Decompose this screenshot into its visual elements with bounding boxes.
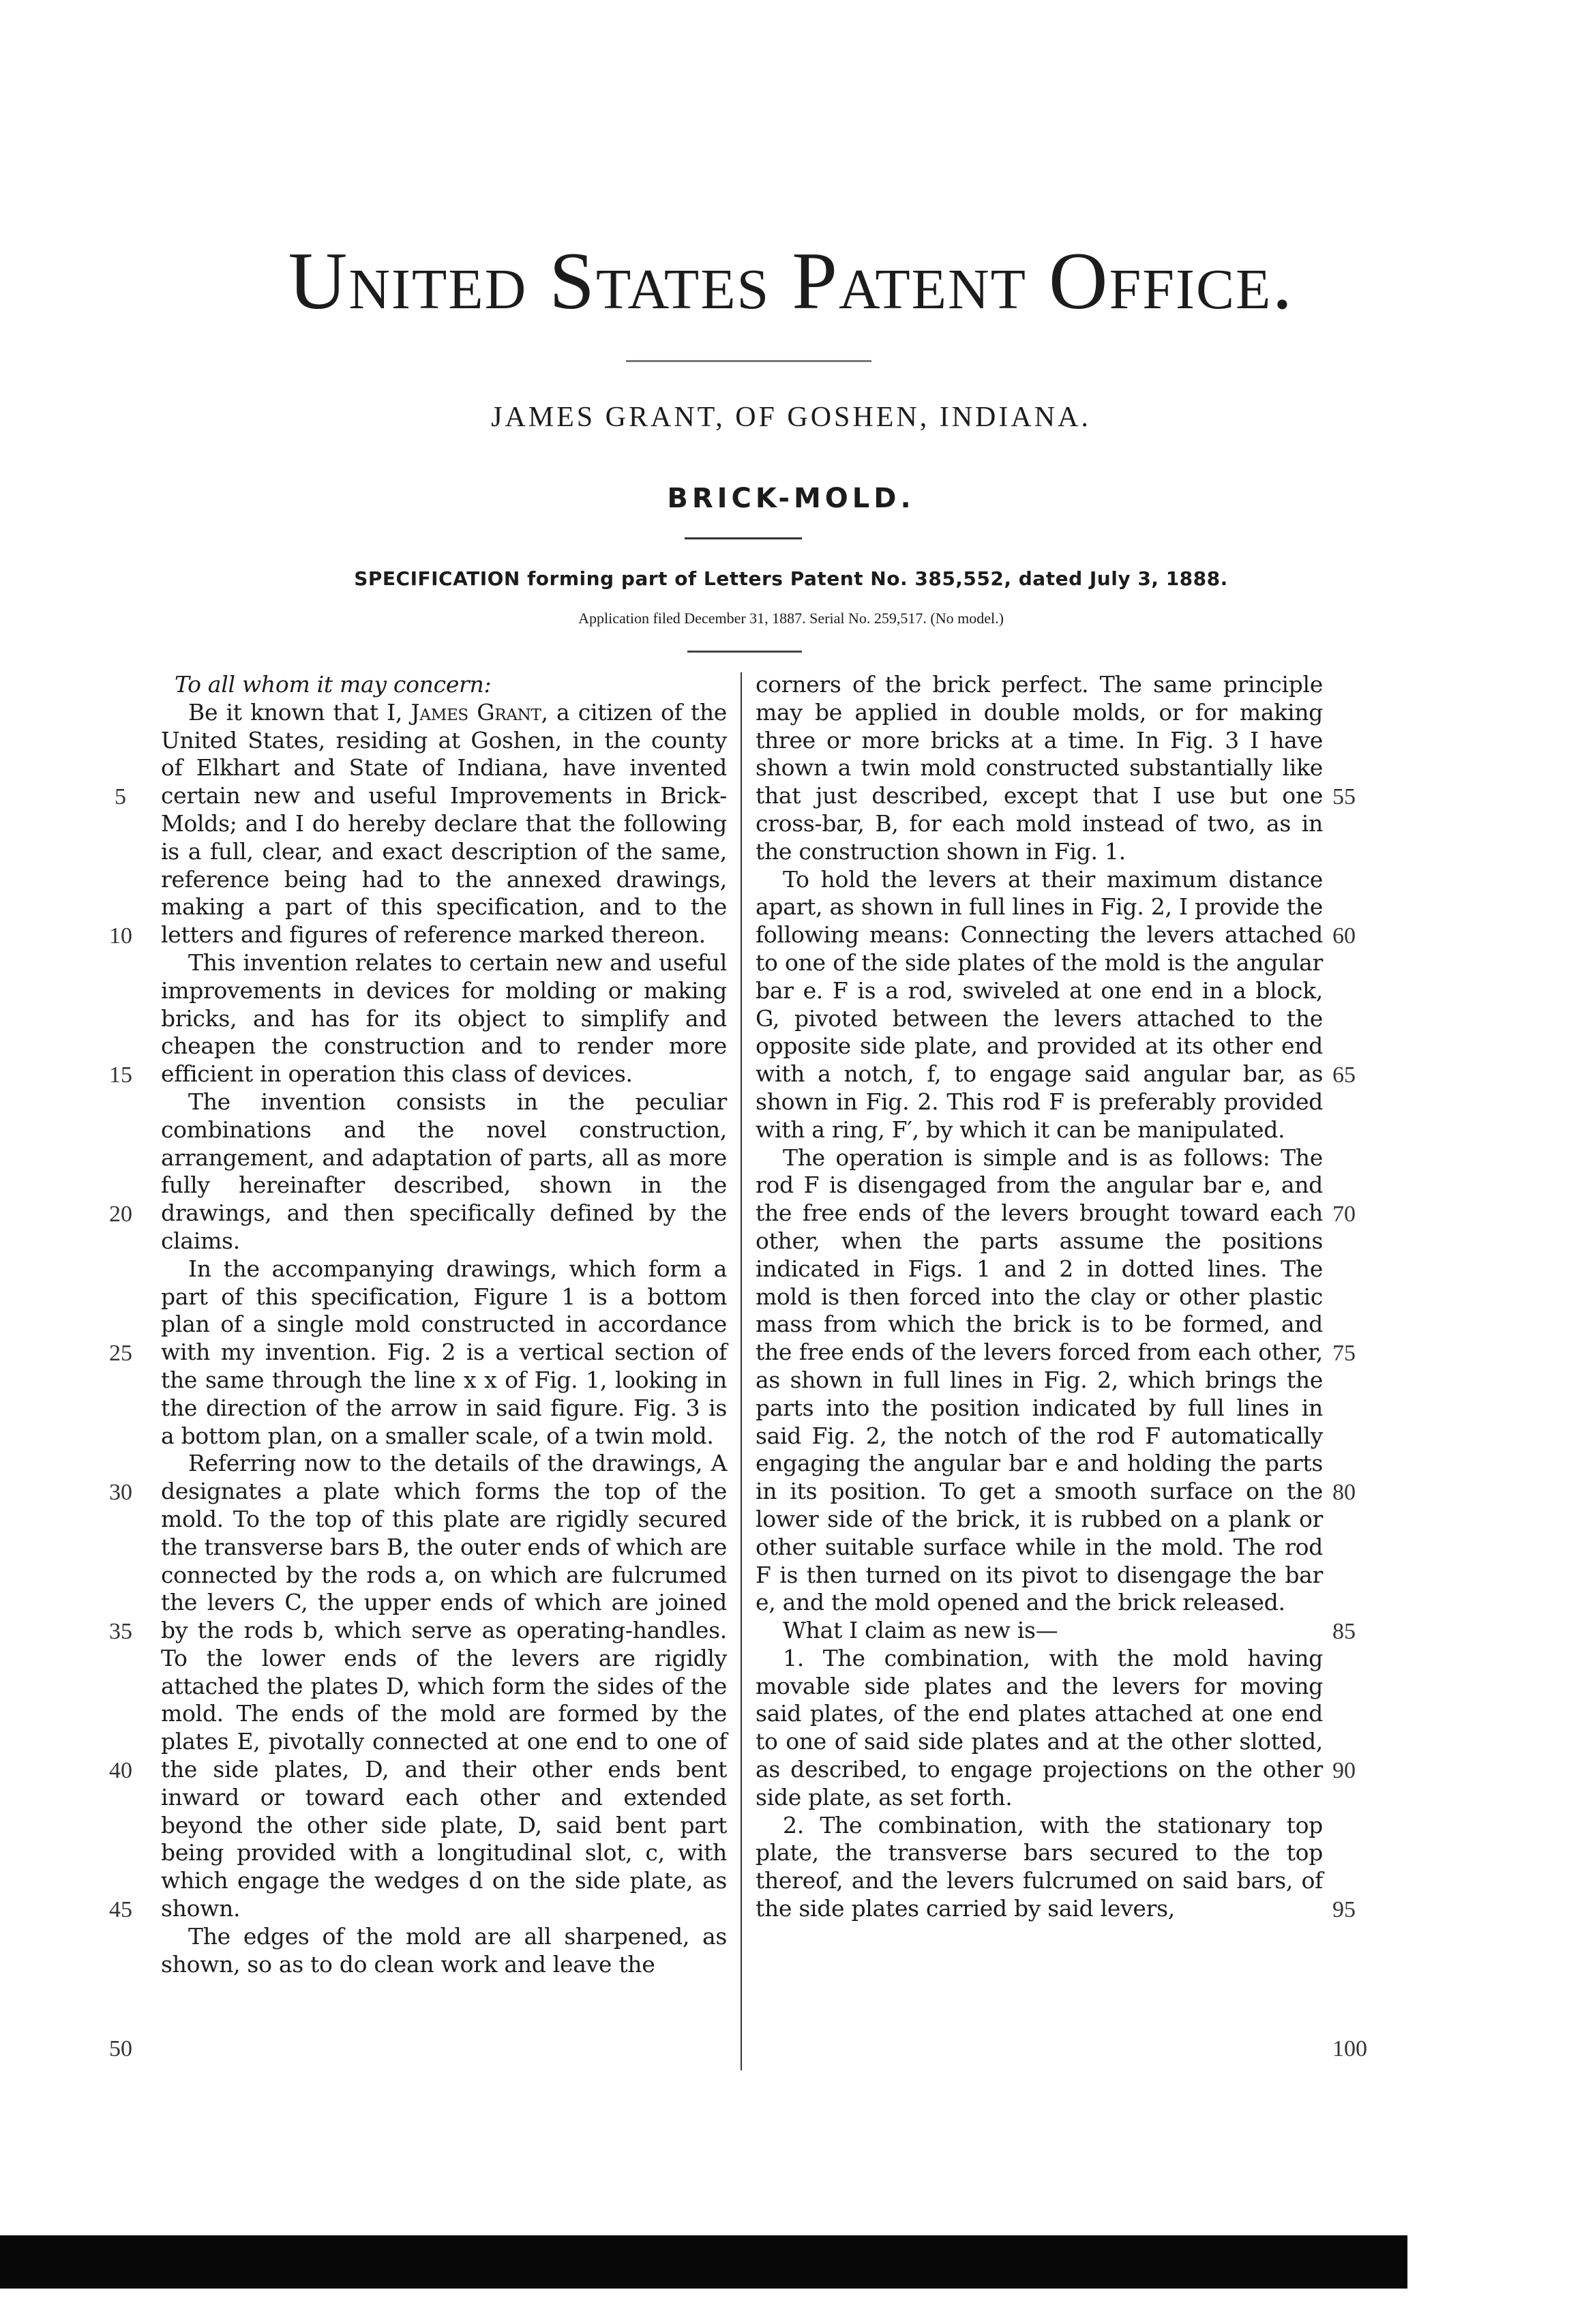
line-number: 85 [1332,1619,1356,1644]
spec-divider [687,651,802,653]
inventor-line: JAMES GRANT, OF GOSHEN, INDIANA. [491,402,1091,433]
line-number: 80 [1332,1480,1356,1505]
paragraph: This invention relates to certain new and useful improvements in devices for molding or making bricks, and has for its object to simplify and cheapen the construction and to render more efficient in operation this class of devices. [161,949,727,1088]
paragraph: Referring now to the details of the drawings, A designates a plate which forms the top of the mold. To the top of this plate are rigidly secured the transverse bars B, the outer ends of which are connected by the rods a, on which are fulcrumed the levers C, the upper ends of which are joined by the rods b, which serve as operating-handles. To the lower ends of the levers are rigidly attached the plates D, which form the sides of the mold. The ends of the mold are formed by the plates E, pivotally connected at one end to one of the side plates, D, and their other ends bent inward or toward each other and extended beyond the other side plate, D, said bent part being provided with a longitudinal slot, c, with which engage the wedges d on the side plate, as shown. [161,1450,727,1922]
specification-line: SPECIFICATION forming part of Letters Patent No. 385,552, dated July 3, 1888. [354,567,1228,590]
paragraph: The edges of the mold are all sharpened, as shown, so as to do clean work and leave the [161,1922,727,1978]
line-number: 5 [115,784,126,809]
application-line: Application filed December 31, 1887. Serial No. 259,517. (No model.) [578,610,1004,627]
right-column [756,671,1323,1923]
scan-footer-bar [0,2235,1407,2289]
paragraph: The invention consists in the peculiar combinations and the novel construction, arrangement, and adaptation of parts, all as more fully hereinafter described, shown in the drawings, and then specifically defined by the claims. [161,1088,727,1254]
line-number: 60 [1332,923,1356,949]
title-divider [626,360,871,362]
line-number: 35 [109,1619,132,1644]
patent-subject: BRICK-MOLD. [667,483,915,514]
line-number: 15 [109,1062,132,1088]
line-number: 65 [1332,1062,1356,1088]
page-title: United States Patent Office. [288,235,1294,326]
left-column [161,671,727,1978]
line-number: 75 [1332,1341,1356,1366]
paragraph: The operation is simple and is as follows: The rod F is disengaged from the angular bar e, and the free ends of the levers brought toward each other, when the parts assume the positions indicated in Figs. 1 and 2 in dotted lines. The mold is then forced into the clay or other plastic mass from which the brick is to be formed, and the free ends of the levers forced from each other, as shown in full lines in Fig. 2, which brings the parts into the position indicated by full lines in said Fig. 2, the notch of the rod F automatically engaging the angular bar e and holding the parts in its position. To get a smooth surface on the lower side of the brick, it is rubbed on a plank or other suitable surface while in the mold. The rod F is then turned on its pivot to disengage the bar e, and the mold opened and the brick released. [756,1144,1323,1616]
text-span: Be it known that I, [188,698,403,726]
paragraph: corners of the brick perfect. The same principle may be applied in double molds, or for making three or more bricks at a time. In Fig. 3 I have shown a twin mold constructed substantially like that just described, except that I use but one cross-bar, B, for each mold instead of two, as in the construction shown in Fig. 1. [756,671,1323,865]
line-number: 95 [1332,1897,1356,1922]
column-divider [741,672,742,2070]
line-number: 25 [109,1341,132,1366]
claim: 1. The combination, with the mold having movable side plates and the levers for moving said plates, of the end plates attached at one end to one of said side plates and at the other slotted, as described, to engage projections on the other side plate, as set forth. [756,1644,1323,1811]
line-number: 70 [1332,1202,1356,1227]
claim: 2. The combination, with the stationary top plate, the transverse bars secured to the top thereof, and the levers fulcrumed on said bars, of the side plates carried by said levers, [756,1811,1323,1922]
salutation: To all whom it may concern: [175,671,492,698]
line-number: 90 [1332,1758,1356,1783]
line-number: 40 [109,1758,132,1783]
line-number: 45 [109,1897,132,1922]
line-number: 10 [109,923,132,949]
line-number: 20 [109,1202,132,1227]
line-number: 100 [1332,2036,1367,2061]
line-number: 55 [1332,784,1356,809]
paragraph: In the accompanying drawings, which form a part of this specification, Figure 1 is a bottom plan of a single mold constructed in accordance with my invention. Fig. 2 is a vertical section of the same through the line x x of Fig. 1, looking in the direction of the arrow in said figure. Fig. 3 is a bottom plan, on a smaller scale, of a twin mold. [161,1255,727,1449]
line-number: 50 [109,2036,132,2061]
paragraph: To hold the levers at their maximum distance apart, as shown in full lines in Fig. 2, I provide the following means: Connecting the levers attached to one of the side plates of the mold is the angular bar e. F is a rod, swiveled at one end in a block, G, pivoted between the levers attached to the opposite side plate, and provided at its other end with a notch, f, to engage said angular bar, as shown in Fig. 2. This rod F is preferably provided with a ring, F′, by which it can be manipulated. [756,865,1323,1143]
inventor-name: James Grant [411,698,541,726]
subject-divider [685,537,802,539]
line-number: 30 [109,1480,132,1505]
text-span: , a citizen of the United States, residing at Goshen, in the county of Elkhart and State of Indiana, have invented certain new and useful Improvements in Brick-Molds; and I do hereby declare that the following is a full, clear, and exact description of the same, reference being had to the annexed drawings, making a part of this specification, and to the letters and figures of reference marked thereon. [161,698,728,949]
paragraph [161,699,727,949]
paragraph: What I claim as new is— [783,1617,1058,1644]
